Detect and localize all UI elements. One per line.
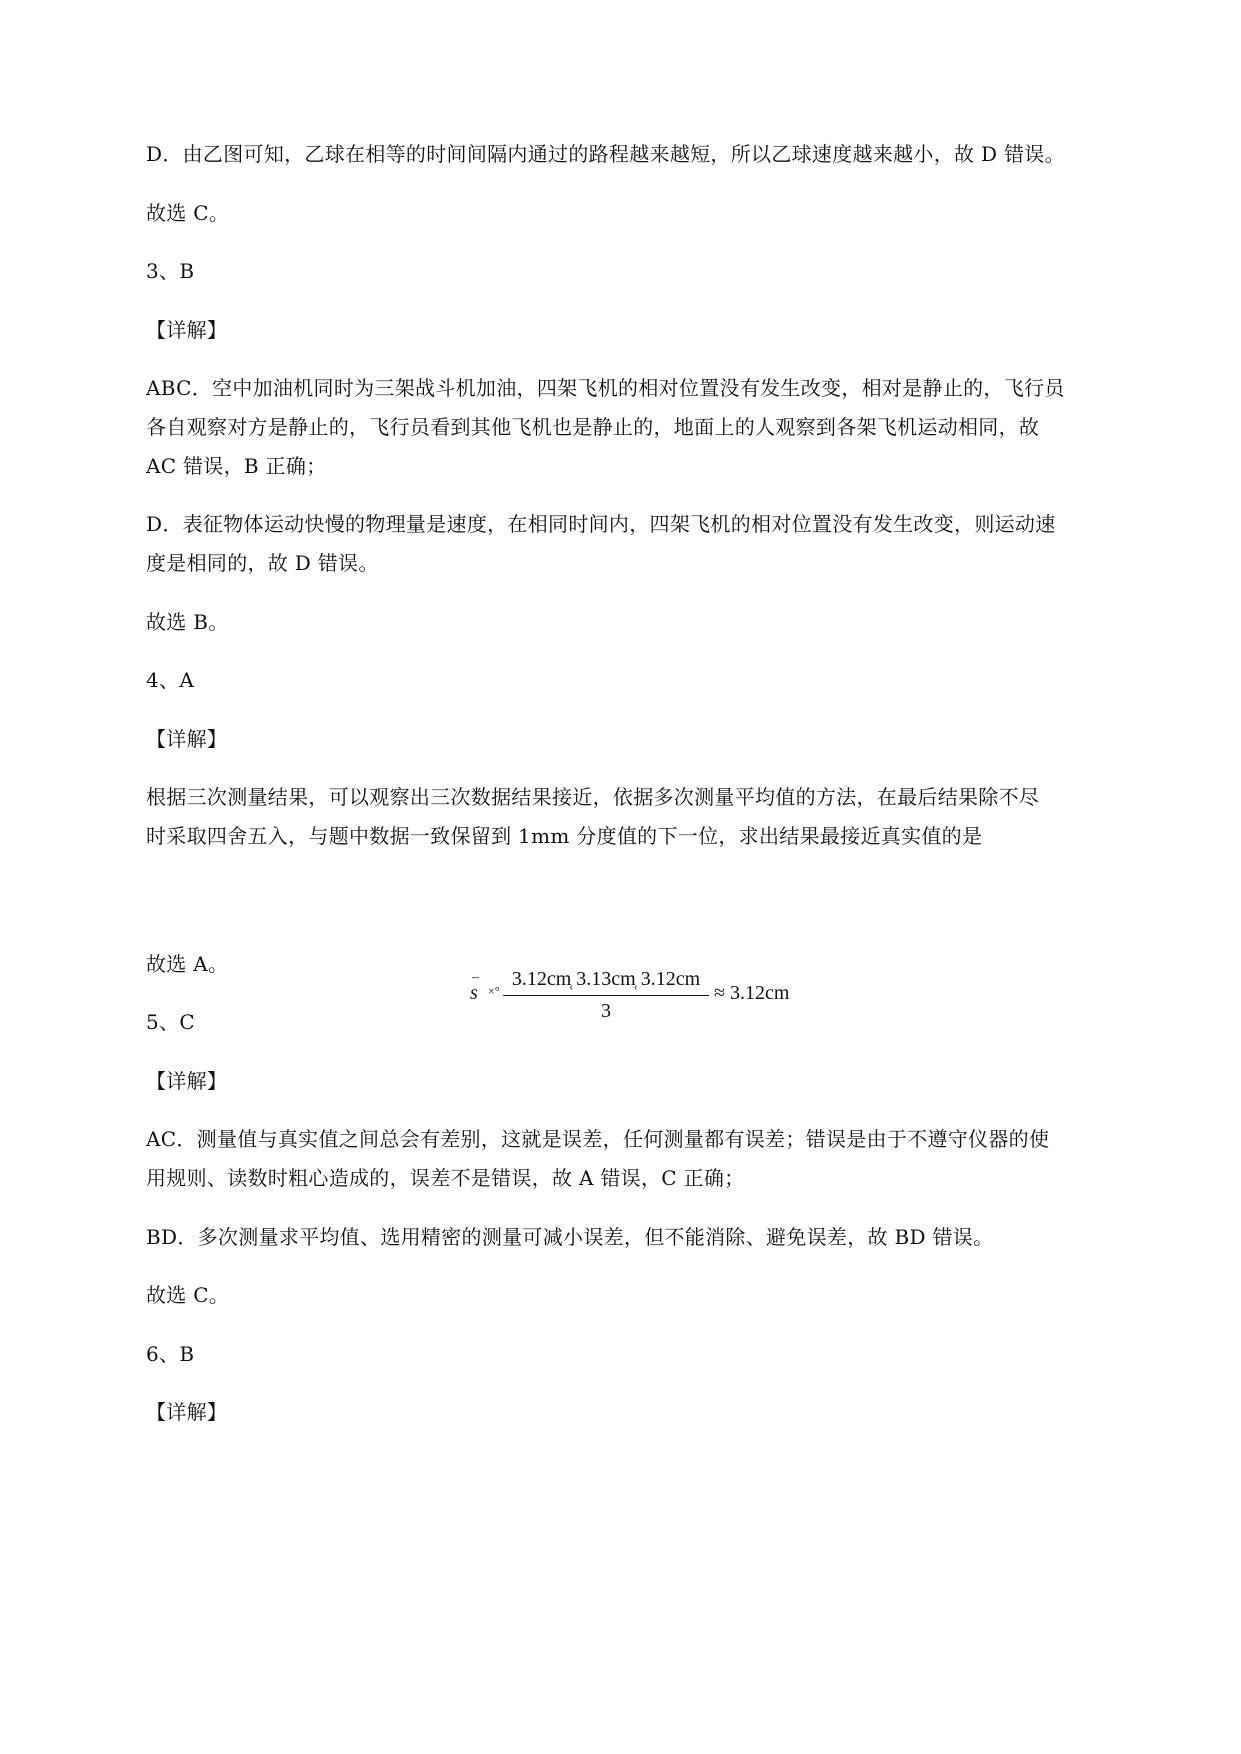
section-heading: 【详解】 (146, 1069, 228, 1093)
text-line: 时采取四舍五入，与题中数据一致保留到 1mm 分度值的下一位，求出结果最接近真实值的是 (146, 824, 983, 848)
section-heading: 【详解】 (146, 727, 228, 751)
text-line: ABC．空中加油机同时为三架战斗机加油，四架飞机的相对位置没有发生改变，相对是静止的，飞行员 (146, 376, 1065, 400)
text-line: 故选 C。 (146, 1283, 230, 1307)
text-line: 用规则、读数时粗心造成的，误差不是错误，故 A 错误，C 正确； (146, 1166, 745, 1190)
question-number: 3、B (146, 259, 195, 283)
text-line: 故选 A。 (146, 952, 229, 976)
text-line: 故选 B。 (146, 610, 229, 634)
text-line: D．由乙图可知，乙球在相等的时间间隔内通过的路程越来越短，所以乙球速度越来越小，故 D 错误。 (146, 142, 1065, 166)
text-line: 各自观察对方是静止的，飞行员看到其他飞机也是静止的，地面上的人观察到各架飞机运动相同，故 (146, 415, 1040, 439)
question-number: 4、A (146, 668, 195, 692)
formula-symbol: s (470, 982, 478, 1004)
text-line: BD．多次测量求平均值、选用精密的测量可减小误差，但不能消除、避免误差，故 BD 错误。 (146, 1225, 994, 1249)
formula-numerator: 3.12cm̜ 3.13cm̜ 3.12cm (511, 968, 701, 990)
text-line: 故选 C。 (146, 201, 230, 225)
formula-result: ≈ 3.12cm (714, 982, 790, 1004)
formula-denominator: 3 (601, 1000, 611, 1022)
section-heading: 【详解】 (146, 1400, 228, 1424)
text-line: 度是相同的，故 D 错误。 (146, 551, 379, 575)
text-line: D．表征物体运动快慢的物理量是速度，在相同时间内，四架飞机的相对位置没有发生改变，则运动速 (146, 512, 1056, 536)
text-line: AC 错误，B 正确； (146, 454, 327, 478)
text-line: 根据三次测量结果，可以观察出三次数据结果接近，依据多次测量平均值的方法，在最后结果除不尽 (146, 785, 1040, 809)
formula-operator: ×° (488, 984, 500, 998)
formula-bar: – (472, 970, 479, 985)
section-heading: 【详解】 (146, 318, 228, 342)
text-line: AC．测量值与真实值之间总会有差别，这就是误差，任何测量都有误差；错误是由于不遵守仪器的使 (146, 1127, 1050, 1151)
question-number: 6、B (146, 1342, 195, 1366)
fraction-line (503, 995, 709, 996)
question-number: 5、C (146, 1010, 195, 1034)
